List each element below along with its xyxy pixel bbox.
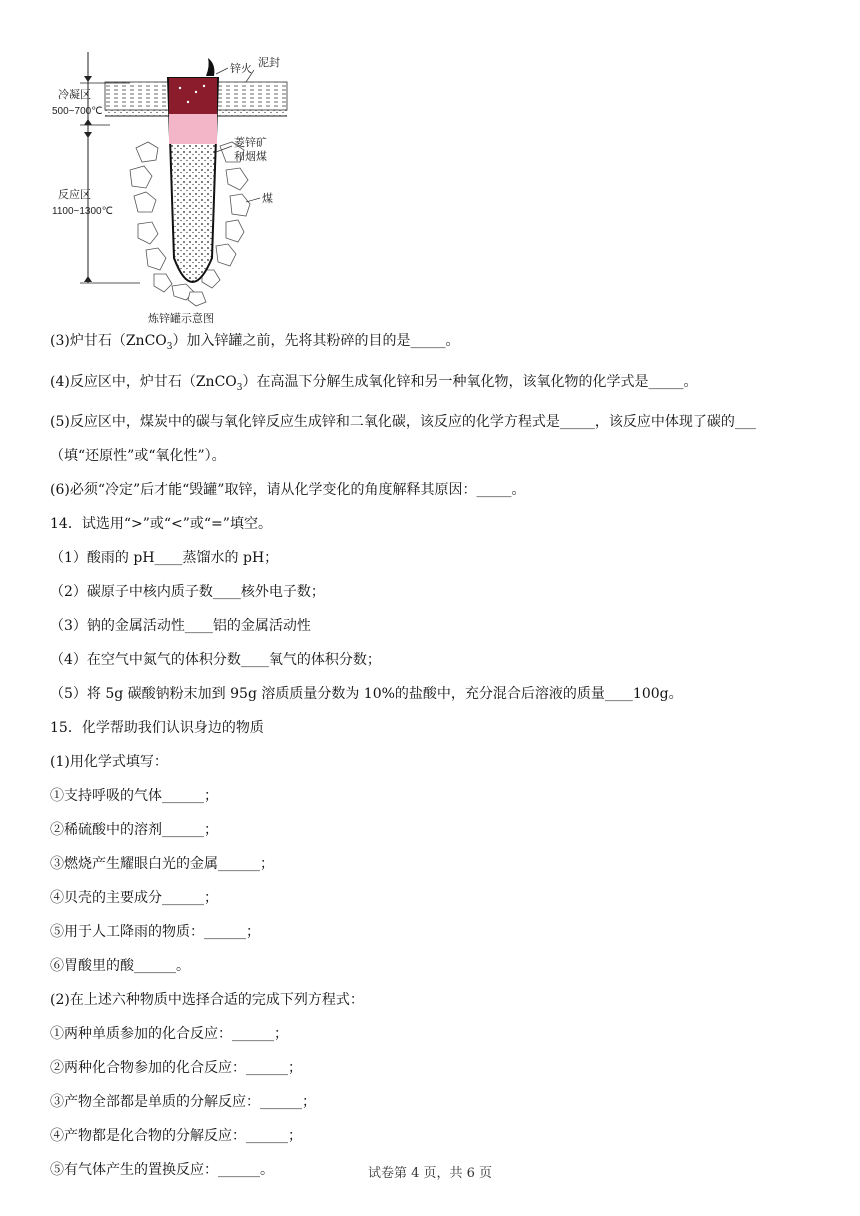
line: (6)必须“冷定”后才能“毁罐”取锌，请从化学变化的角度解释其原因：_____。 [50, 481, 526, 498]
line: （3）钠的金属活动性____铝的金属活动性 [50, 617, 311, 634]
line: (1)用化学式填写： [50, 753, 168, 770]
line: ①两种单质参加的化合反应：______； [50, 1025, 288, 1042]
label-condense-zone: 冷凝区 [58, 89, 91, 101]
line: (2)在上述六种物质中选择合适的完成下列方程式： [50, 991, 364, 1008]
label-ore: 菱锌矿 [234, 137, 267, 149]
label-coal: 煤 [262, 193, 273, 205]
line: （2）碳原子中核内质子数____核外电子数； [50, 583, 325, 600]
line: （填“还原性”或“氧化性”）。 [50, 447, 226, 464]
question-15: 15．化学帮助我们认识身边的物质 [50, 719, 264, 736]
page-footer: 试卷第 4 页，共 6 页 [367, 1166, 493, 1181]
line: (5)反应区中，煤炭中的碳与氧化锌反应生成锌和二氧化碳，该反应的化学方程式是_____，该反应中体现了碳的___ [50, 413, 756, 430]
line: ②两种化合物参加的化合反应：______； [50, 1059, 302, 1076]
label-condense-temp: 500~700℃ [52, 106, 103, 117]
line: （1）酸雨的 pH____蒸馏水的 pH； [50, 549, 279, 566]
line: （4）在空气中氮气的体积分数____氧气的体积分数； [50, 651, 381, 668]
line: ⑤有气体产生的置换反应：______。 [50, 1161, 274, 1178]
label-reaction-temp: 1100~1300℃ [52, 206, 113, 217]
line: （5）将 5g 碳酸钠粉末加到 95g 溶质质量分数为 10%的盐酸中，充分混合后溶液的质量____100g。 [50, 685, 683, 702]
label-mud-seal: 泥封 [258, 57, 280, 69]
question-lines [50, 326, 820, 1180]
zinc-pot-svg [50, 48, 310, 328]
label-reaction-zone: 反应区 [58, 189, 91, 201]
label-zinc-fire: 锌火 [230, 63, 252, 75]
line: ⑤用于人工降雨的物质：______； [50, 923, 260, 940]
line: ③产物全部都是单质的分解反应：______； [50, 1093, 316, 1110]
line: ⑥胃酸里的酸______。 [50, 957, 190, 974]
line: (3)炉甘石（ZnCO$_3$）加入锌罐之前，先将其粉碎的目的是_____。 [50, 333, 460, 352]
question-14: 14．试选用“>”或“<”或“=”填空。 [50, 515, 272, 532]
line: ③燃烧产生耀眼白光的金属______； [50, 855, 274, 872]
label-ore-2: 和烟煤 [234, 151, 267, 163]
line: ①支持呼吸的气体______； [50, 787, 218, 804]
line: ④产物都是化合物的分解反应：______； [50, 1127, 302, 1144]
line: (4)反应区中，炉甘石（ZnCO$_3$）在高温下分解生成氧化锌和另一种氧化物，该氧化物的化学式是_____。 [50, 373, 698, 393]
figure-caption: 炼锌罐示意图 [148, 313, 214, 325]
line: ④贝壳的主要成分______； [50, 889, 218, 906]
zinc-pot-diagram [50, 48, 310, 328]
line: ②稀硫酸中的溶剂______； [50, 821, 218, 838]
